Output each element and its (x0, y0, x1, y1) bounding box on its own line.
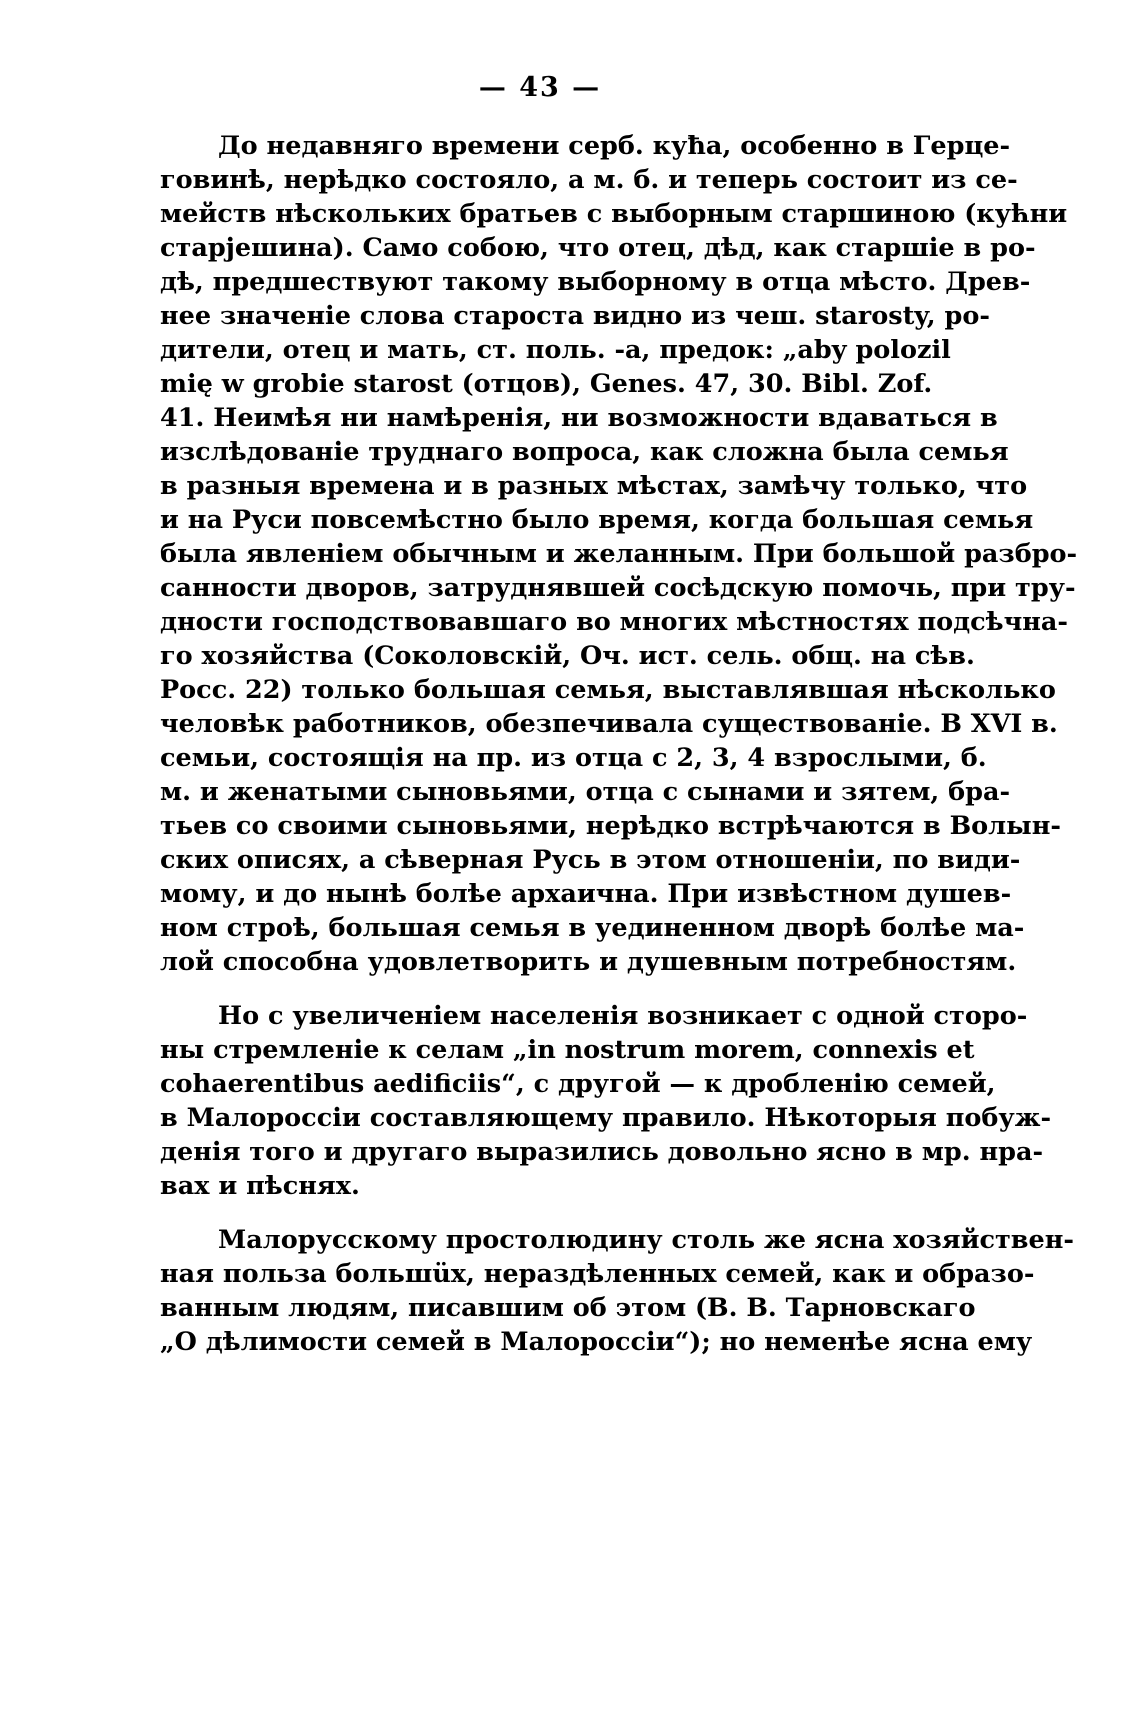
text-line: человѣк работников, обезпечивала существованіе. В XVI в. (160, 709, 1058, 739)
text-line: дители, отец и мать, ст. поль. -a, предок: „aby polozil (160, 335, 951, 365)
text-line: mię w grobie starost (отцов), Genes. 47, 30. Bibl. Zof. (160, 369, 933, 399)
text-line: дности господствовавшаго во многих мѣстностях подсѣчна- (160, 607, 1069, 637)
text-line: ном строѣ, большая семья в уединенном дворѣ болѣе ма- (160, 913, 1025, 943)
text-line: изслѣдованіе труднаго вопроса, как сложна была семья (160, 437, 1009, 467)
text-line: в разныя времена и в разных мѣстах, замѣчу только, что (160, 471, 1028, 501)
text-line: мому, и до нынѣ болѣе архаична. При извѣстном душев- (160, 879, 1012, 909)
text-line: ских описях, а сѣверная Русь в этом отношеніи, по види- (160, 845, 1021, 875)
text-line: в Малороссіи составляющему правило. Нѣкоторыя побуж- (160, 1103, 1052, 1133)
text-line: семьи, состоящія на пр. из отца с 2, 3, 4 взрослыми, б. (160, 743, 987, 773)
text-line: „О дѣлимости семей в Малороссіи“); но неменѣе ясна ему (160, 1327, 1033, 1357)
text-line: cohaerentibus aedificiis“, с другой — к дробленію семей, (160, 1069, 996, 1099)
text-line: дѣ, предшествуют такому выборному в отца мѣсто. Древ- (160, 267, 1031, 297)
page-number: — 43 — (478, 72, 602, 103)
text-line: тьев со своими сыновьями, нерѣдко встрѣчаются в Волын- (160, 811, 1061, 841)
text-line: денія того и другаго выразились довольно ясно в мр. нра- (160, 1137, 1044, 1167)
text-line: мейств нѣскольких братьев с выборным старшиною (кућни (160, 199, 1068, 229)
text-line: го хозяйства (Соколовскій, Оч. ист. сель. общ. на сѣв. (160, 641, 975, 671)
text-line: и на Руси повсемѣстно было время, когда большая семья (160, 505, 1034, 535)
text-line: 41. Неимѣя ни намѣренія, ни возможности вдаваться в (160, 403, 998, 433)
text-line: Малорусскому простолюдину столь же ясна хозяйствен- (218, 1225, 1074, 1255)
text-line: Но с увеличеніем населенія возникает с одной сторо- (218, 1001, 1028, 1031)
text-line: Росс. 22) только большая семья, выставлявшая нѣсколько (160, 675, 1056, 705)
text-line: вах и пѣснях. (160, 1171, 360, 1201)
text-line: была явленіем обычным и желанным. При большой разбро- (160, 539, 1078, 569)
text-line: говинѣ, нерѣдко состояло, а м. б. и теперь состоит из се- (160, 165, 1018, 195)
text-line: До недавняго времени серб. куħа, особенно в Герце- (218, 131, 1011, 161)
text-line: старјешина). Само собою, что отец, дѣд, как старшіе в ро- (160, 233, 1036, 263)
text-line: ны стремленіе к селам „in nostrum morem, connexis et (160, 1035, 975, 1065)
text-line: лой способна удовлетворить и душевным потребностям. (160, 947, 1017, 977)
text-line: ванным людям, писавшим об этом (В. В. Тарновскаго (160, 1293, 976, 1323)
text-line: санности дворов, затруднявшей сосѣдскую помочь, при тру- (160, 573, 1076, 603)
text-line: ная польза большüх, нераздѣленных семей, как и образо- (160, 1259, 1035, 1289)
text-line: нее значеніе слова староста видно из чеш. starosty, ро- (160, 301, 990, 331)
text-line: м. и женатыми сыновьями, отца с сынами и зятем, бра- (160, 777, 1011, 807)
